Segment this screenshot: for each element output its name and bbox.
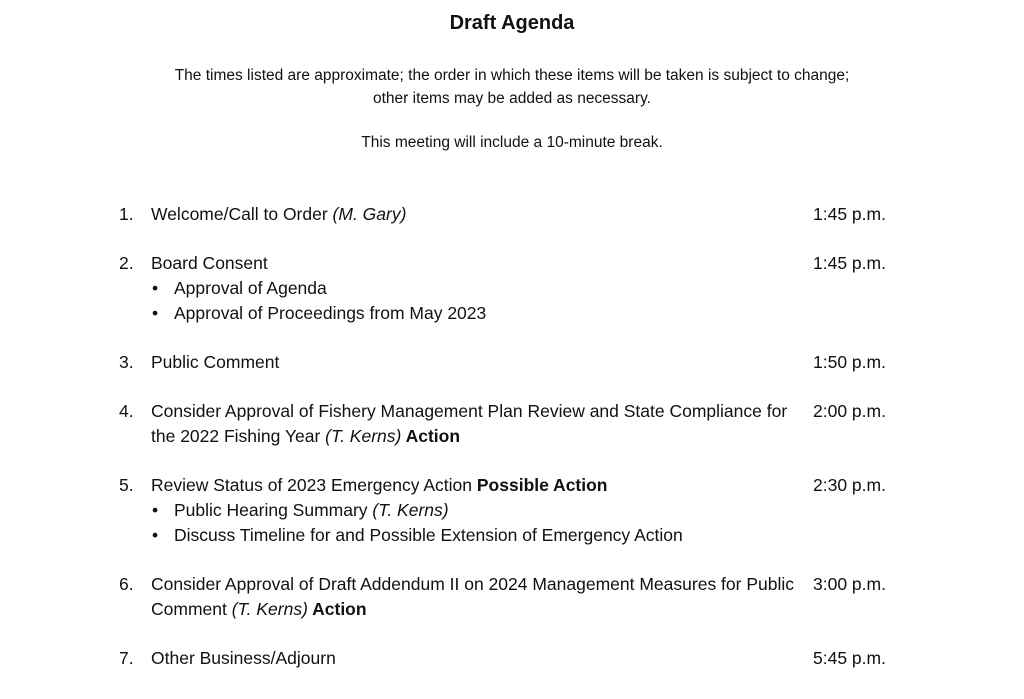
sub-item-text: Approval of Agenda: [174, 278, 327, 298]
item-time: 1:45 p.m.: [813, 253, 886, 273]
item-number: 7.: [119, 648, 134, 668]
agenda-item-4: [0, 399, 1024, 449]
agenda-item-5: [0, 473, 1024, 548]
bullet-icon: •: [152, 278, 159, 298]
item-time: 5:45 p.m.: [813, 648, 886, 668]
item-number: 4.: [119, 401, 134, 421]
sub-item: [152, 276, 794, 301]
item-title: Welcome/Call to Order: [151, 204, 333, 224]
item-title: Other Business/Adjourn: [151, 648, 336, 668]
item-text: [151, 646, 801, 671]
item-text: [151, 202, 801, 227]
item-time: 1:50 p.m.: [813, 352, 886, 372]
item-number: 1.: [119, 204, 134, 224]
item-title: Review Status of 2023 Emergency Action: [151, 475, 477, 495]
item-text: [151, 350, 801, 375]
item-presenter: (T. Kerns): [325, 426, 402, 446]
item-number: 6.: [119, 574, 134, 594]
item-title: Public Comment: [151, 352, 280, 372]
item-title: Consider Approval of Draft Addendum II on 2024 Management Measures for Public Comment: [151, 574, 795, 619]
item-time: 2:00 p.m.: [813, 401, 886, 421]
sub-item-list: [0, 498, 1024, 548]
bullet-icon: •: [152, 303, 159, 323]
item-time: 1:45 p.m.: [813, 204, 886, 224]
agenda-item-3: [0, 350, 1024, 375]
item-time: 3:00 p.m.: [813, 574, 886, 594]
item-title: Consider Approval of Fishery Management Plan Review and State Compliance for the 2022 Fishing Year: [151, 401, 788, 446]
sub-item-list: [0, 276, 1024, 326]
item-presenter: (M. Gary): [332, 204, 407, 224]
sub-item-text: Approval of Proceedings from May 2023: [174, 303, 487, 323]
agenda-item-2: [0, 251, 1024, 326]
item-number: 5.: [119, 475, 134, 495]
sub-item: [152, 523, 794, 548]
bullet-icon: •: [152, 525, 159, 545]
sub-item-text: Discuss Timeline for and Possible Extension of Emergency Action: [174, 525, 683, 545]
sub-item: [152, 301, 794, 326]
break-note: This meeting will include a 10-minute break.: [361, 134, 663, 151]
sub-item-presenter: (T. Kerns): [372, 500, 449, 520]
sub-item-text: Public Hearing Summary: [174, 500, 373, 520]
sub-item: [152, 498, 794, 523]
agenda-item-1: [0, 202, 1024, 227]
item-number: 2.: [119, 253, 134, 273]
agenda-item-6: [0, 572, 1024, 622]
item-action: Action: [401, 426, 461, 446]
item-text: [151, 251, 801, 276]
item-text: [151, 399, 801, 449]
agenda-item-7: [0, 646, 1024, 671]
agenda-list: [0, 202, 1024, 695]
item-text: [151, 572, 801, 622]
item-text: [151, 473, 801, 498]
item-number: 3.: [119, 352, 134, 372]
item-action: Possible Action: [476, 475, 608, 495]
item-time: 2:30 p.m.: [813, 475, 886, 495]
bullet-icon: •: [152, 500, 159, 520]
item-title: Board Consent: [151, 253, 268, 273]
item-action: Action: [307, 599, 367, 619]
page-title: Draft Agenda: [449, 12, 575, 34]
item-presenter: (T. Kerns): [231, 599, 308, 619]
intro-note: The times listed are approximate; the order in which these items will be taken is subject to change; other items may be added as necessary.: [174, 67, 850, 107]
